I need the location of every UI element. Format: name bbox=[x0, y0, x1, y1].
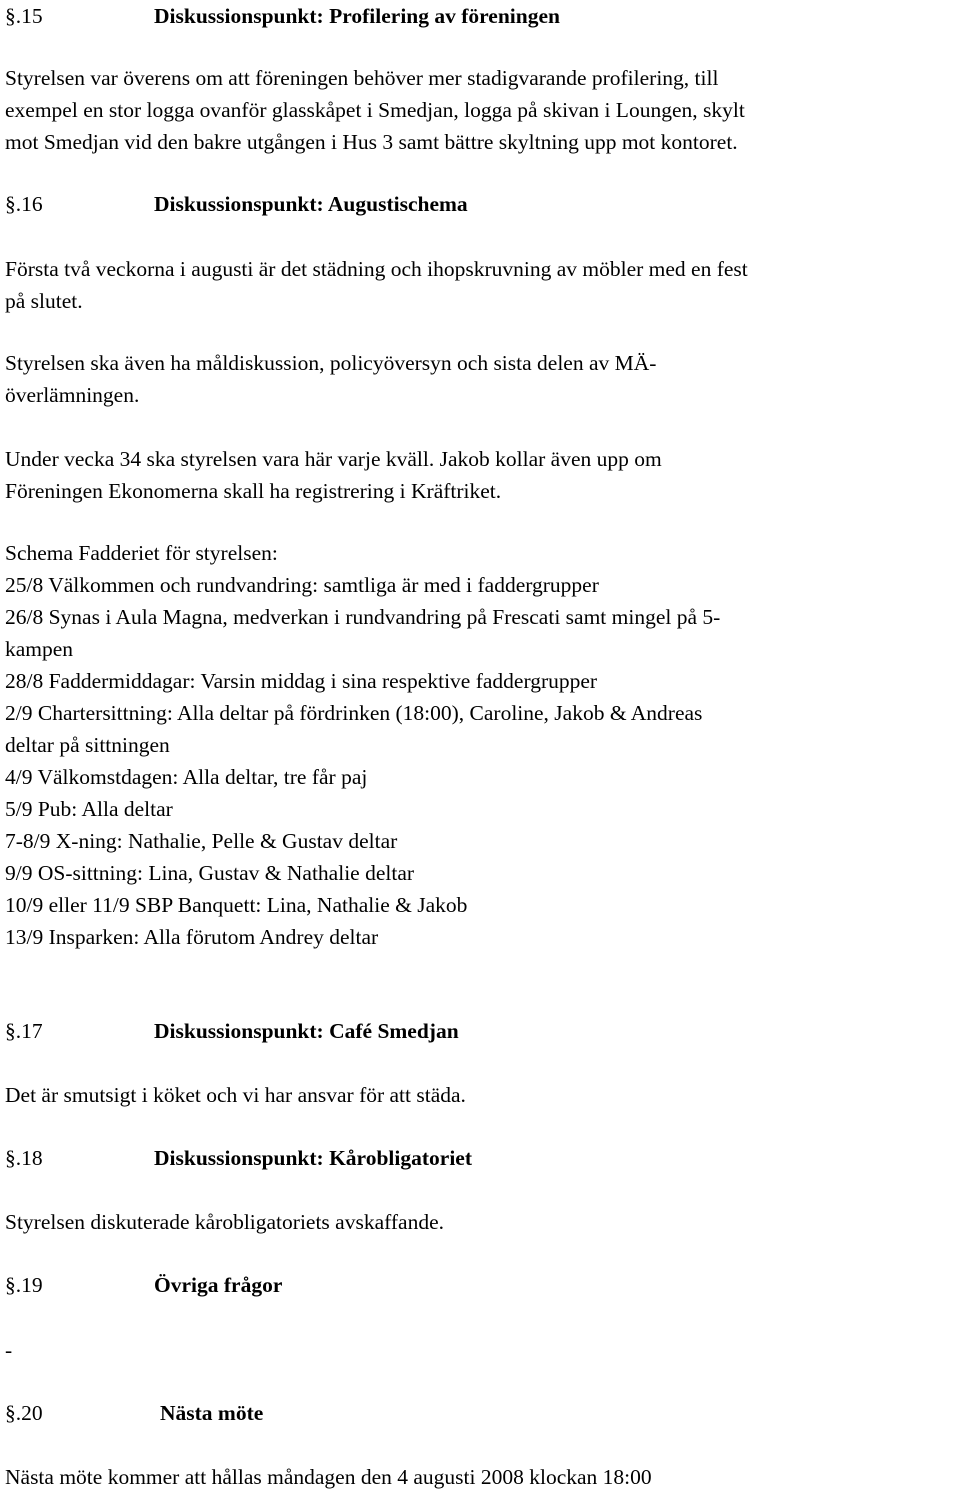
section-16-heading bbox=[5, 188, 468, 220]
schedule-heading: Schema Fadderiet för styrelsen: bbox=[5, 541, 278, 565]
schedule-line: 26/8 Synas i Aula Magna, medverkan i rundvandring på Frescati samt mingel på 5- bbox=[5, 605, 721, 629]
section-title: Diskussionspunkt: Augustischema bbox=[154, 192, 468, 216]
paragraph-line: Under vecka 34 ska styrelsen vara här varje kväll. Jakob kollar även upp om bbox=[5, 447, 662, 471]
section-title: Nästa möte bbox=[160, 1401, 264, 1425]
paragraph-line: Styrelsen ska även ha måldiskussion, policyöversyn och sista delen av MÄ- bbox=[5, 351, 657, 375]
section-number: §.17 bbox=[5, 1019, 43, 1043]
section-number: §.18 bbox=[5, 1146, 43, 1170]
paragraph-line: Föreningen Ekonomerna skall ha registrering i Kräftriket. bbox=[5, 479, 502, 503]
section-title: Diskussionspunkt: Café Smedjan bbox=[154, 1019, 459, 1043]
schedule-line: 2/9 Chartersittning: Alla deltar på fördrinken (18:00), Caroline, Jakob & Andreas bbox=[5, 701, 703, 725]
paragraph-line: - bbox=[5, 1338, 13, 1362]
paragraph-line: överlämningen. bbox=[5, 383, 140, 407]
paragraph-line: Det är smutsigt i köket och vi har ansvar för att städa. bbox=[5, 1083, 466, 1107]
section-number: §.16 bbox=[5, 192, 43, 216]
section-17-heading bbox=[5, 1015, 459, 1047]
schedule-line: 10/9 eller 11/9 SBP Banquett: Lina, Nathalie & Jakob bbox=[5, 893, 468, 917]
schedule-line: 4/9 Välkomstdagen: Alla deltar, tre får paj bbox=[5, 765, 368, 789]
section-18-heading bbox=[5, 1142, 472, 1174]
section-20-heading bbox=[5, 1397, 263, 1429]
schedule-line: 7-8/9 X-ning: Nathalie, Pelle & Gustav deltar bbox=[5, 829, 398, 853]
section-title: Diskussionspunkt: Kårobligatoriet bbox=[154, 1146, 472, 1170]
section-number: §.20 bbox=[5, 1401, 43, 1425]
paragraph-line: Första två veckorna i augusti är det städning och ihopskruvning av möbler med en fest bbox=[5, 257, 748, 281]
paragraph-line: exempel en stor logga ovanför glasskåpet i Smedjan, logga på skivan i Loungen, skylt bbox=[5, 98, 745, 122]
paragraph-line: Styrelsen diskuterade kårobligatoriets avskaffande. bbox=[5, 1210, 445, 1234]
section-19-heading bbox=[5, 1269, 282, 1301]
section-number: §.19 bbox=[5, 1273, 43, 1297]
paragraph-line: Styrelsen var överens om att föreningen behöver mer stadigvarande profilering, till bbox=[5, 66, 719, 90]
section-title: Övriga frågor bbox=[154, 1273, 283, 1297]
schedule-line: deltar på sittningen bbox=[5, 733, 170, 757]
section-number: §.15 bbox=[5, 4, 43, 28]
schedule-line: 5/9 Pub: Alla deltar bbox=[5, 797, 173, 821]
paragraph-line: Nästa möte kommer att hållas måndagen den 4 augusti 2008 klockan 18:00 bbox=[5, 1465, 652, 1489]
schedule-line: 28/8 Faddermiddagar: Varsin middag i sina respektive faddergrupper bbox=[5, 669, 598, 693]
schedule-line: 13/9 Insparken: Alla förutom Andrey deltar bbox=[5, 925, 379, 949]
section-title: Diskussionspunkt: Profilering av föreningen bbox=[154, 4, 560, 28]
paragraph-line: mot Smedjan vid den bakre utgången i Hus 3 samt bättre skyltning upp mot kontoret. bbox=[5, 130, 738, 154]
paragraph-line: på slutet. bbox=[5, 289, 83, 313]
schedule-line: 9/9 OS-sittning: Lina, Gustav & Nathalie deltar bbox=[5, 861, 415, 885]
section-15-heading bbox=[5, 0, 560, 32]
schedule-line: kampen bbox=[5, 637, 74, 661]
schedule-line: 25/8 Välkommen och rundvandring: samtliga är med i faddergrupper bbox=[5, 573, 599, 597]
